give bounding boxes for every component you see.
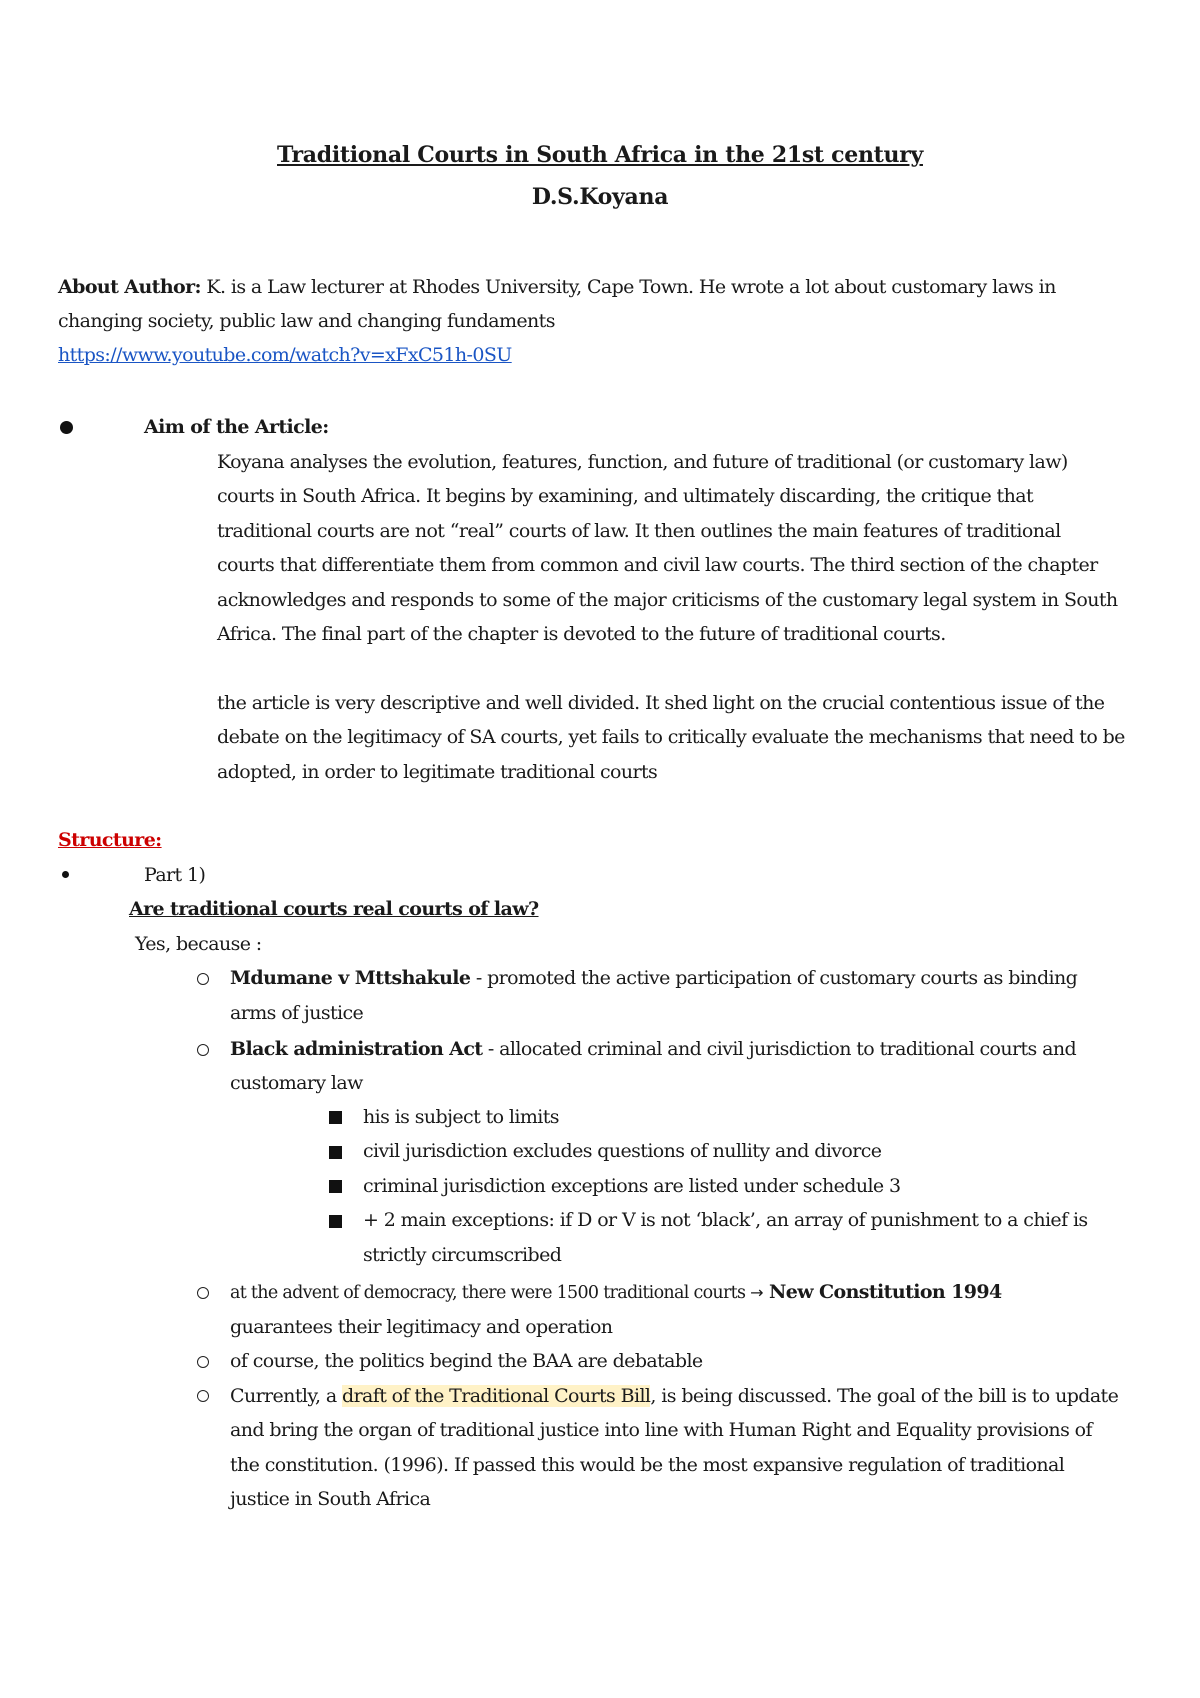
case-description: - promoted the active participation of customary courts as binding [470,967,1078,989]
document-author: D.S.Koyana [531,184,669,210]
list-item-bill [230,1379,1118,1414]
critique-paragraph-line: the article is very descriptive and well divided. It shed light on the crucial contentious issue of the [217,692,1105,714]
list-square-icon [329,1111,342,1124]
sub-list-item: criminal jurisdiction exceptions are listed under schedule 3 [363,1175,901,1197]
aim-paragraph-line: acknowledges and responds to some of the major criticisms of the customary legal system in South [217,589,1118,611]
list-square-icon [329,1146,342,1159]
critique-paragraph-line: debate on the legitimacy of SA courts, yet fails to critically evaluate the mechanisms that need to be [217,726,1125,748]
structure-heading: Structure: [58,829,162,851]
about-author-label: About Author: [58,276,201,298]
act-description: - allocated criminal and civil jurisdiction to traditional courts and [482,1038,1077,1060]
democracy-text: at the advent of democracy, there were 1500 traditional courts [230,1283,751,1303]
aim-paragraph-line: courts that differentiate them from common and civil law courts. The third section of the chapter [217,554,1098,576]
list-circle-icon [197,1044,209,1056]
list-item-continuation: justice in South Africa [230,1488,431,1510]
list-circle-icon [197,973,209,985]
list-item-democracy [230,1275,1002,1311]
list-square-icon [329,1215,342,1228]
sub-list-item: civil jurisdiction excludes questions of nullity and divorce [363,1140,882,1162]
aim-paragraph-line: Africa. The final part of the chapter is devoted to the future of traditional courts. [217,623,946,645]
list-item-continuation: arms of justice [230,1002,364,1024]
aim-paragraph-line: traditional courts are not “real” courts of law. It then outlines the main features of traditional [217,520,1061,542]
sub-list-item-continuation: strictly circumscribed [363,1244,562,1266]
list-item-continuation: and bring the organ of traditional justice into line with Human Right and Equality provisions of [230,1419,1092,1441]
critique-paragraph-line: adopted, in order to legitimate traditional courts [217,761,658,783]
part-label: Part 1) [144,864,206,886]
list-item-baa [230,1032,1076,1067]
list-item-continuation: customary law [230,1072,363,1094]
highlighted-bill-name: draft of the Traditional Courts Bill [342,1385,651,1407]
list-item-continuation: the constitution. (1996). If passed this would be the most expansive regulation of traditional [230,1454,1065,1476]
youtube-link[interactable]: https://www.youtube.com/watch?v=xFxC51h-0SU [58,344,512,366]
aim-heading: Aim of the Article: [144,416,329,438]
list-item-mdumane [230,961,1077,996]
aim-paragraph-line: courts in South Africa. It begins by examining, and ultimately discarding, the critique that [217,485,1033,507]
list-circle-icon [197,1356,209,1368]
yes-because-label: Yes, because : [135,933,262,955]
aim-paragraph-line: Koyana analyses the evolution, features, function, and future of traditional (or customary law) [217,451,1068,473]
part-question-heading: Are traditional courts real courts of law? [129,898,539,920]
sub-list-item: + 2 main exceptions: if D or V is not ‘black’, an array of punishment to a chief is [363,1209,1088,1231]
bill-intro: Currently, a [230,1385,342,1407]
bill-description: , is being discussed. The goal of the bill is to update [650,1385,1119,1407]
aim-bullet-icon [60,421,73,434]
document-title: Traditional Courts in South Africa in the 21st century [277,142,923,168]
list-circle-icon [197,1287,209,1299]
arrow-right-icon: → [750,1283,763,1302]
about-author-line [58,270,1056,305]
list-square-icon [329,1180,342,1193]
list-circle-icon [197,1390,209,1402]
about-author-text: K. is a Law lecturer at Rhodes University, Cape Town. He wrote a lot about customary laws in [200,276,1056,298]
about-author-line-2: changing society, public law and changing fundaments [58,310,555,332]
act-name: Black administration Act [230,1038,483,1060]
list-item-continuation: guarantees their legitimacy and operation [230,1316,613,1338]
case-name: Mdumane v Mttshakule [230,967,471,989]
list-item-politics: of course, the politics begind the BAA are debatable [230,1350,703,1372]
sub-list-item: his is subject to limits [363,1106,559,1128]
part-bullet-icon [62,871,69,878]
constitution-name: New Constitution 1994 [762,1281,1002,1303]
